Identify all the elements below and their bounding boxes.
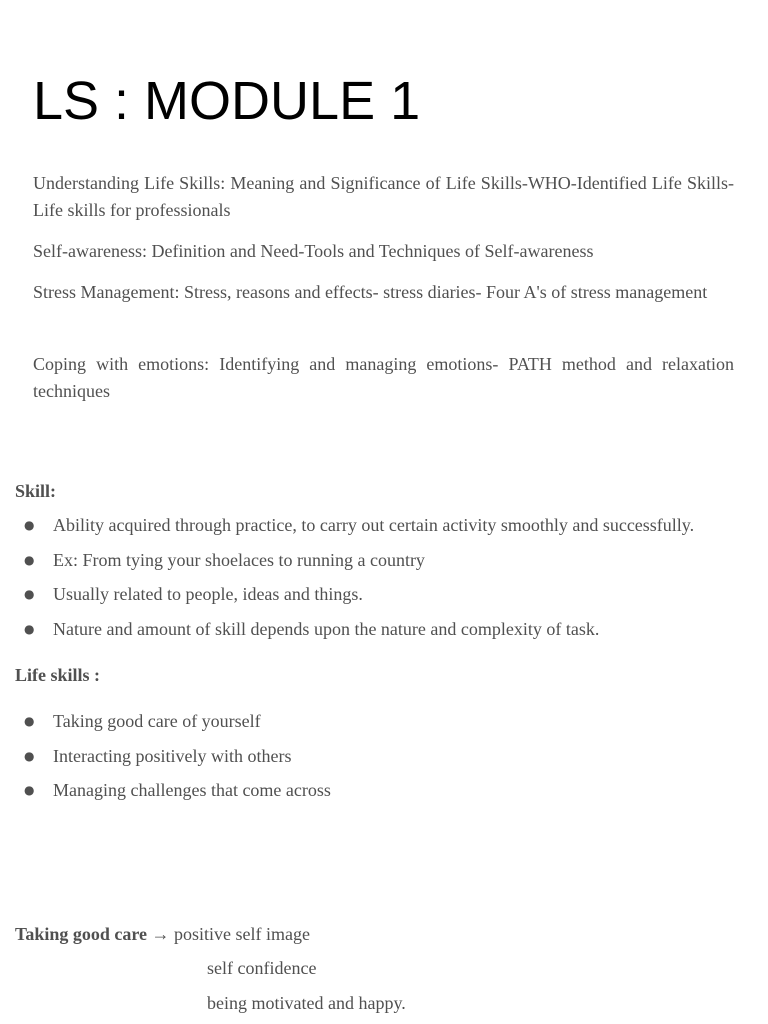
bullet-icon: ● [24,552,35,567]
list-item-text: Managing challenges that come across [53,780,331,800]
taking-care-label: Taking good care [15,924,148,944]
taking-care-outcome: self confidence [207,958,317,978]
bullet-icon: ● [24,748,35,763]
life-skills-heading: Life skills : [15,665,101,685]
bullet-icon: ● [24,587,35,601]
list-item-text: Ex: From tying your shoelaces to running a country [53,549,425,570]
list-item [0,617,768,652]
bullet-icon: ● [24,714,35,728]
list-item-text: Usually related to people, ideas and things. [53,584,363,604]
life-skills-bullet-list [0,709,768,813]
list-item [0,513,768,548]
skill-heading: Skill: [15,481,57,501]
list-item [0,744,768,779]
list-item-text: Interacting positively with others [53,745,292,766]
list-item-text: Taking good care of yourself [53,711,261,731]
page-title: LS : MODULE 1 [33,71,421,131]
list-item-text: Nature and amount of skill depends upon the nature and complexity of task. [53,618,600,639]
list-item [0,709,768,744]
syllabus-item-coping-emotions: Coping with emotions: Identifying and managing emotions- PATH method and relaxation techniques [33,354,734,401]
syllabus-item-self-awareness: Self-awareness: Definition and Need-Tools and Techniques of Self-awareness [33,241,594,261]
list-item [0,548,768,583]
bullet-icon: ● [24,621,35,636]
arrow-icon: → [151,924,170,944]
taking-care-outcome: being motivated and happy. [207,993,406,1013]
taking-care-outcome: positive self image [174,924,310,944]
bullet-icon: ● [24,783,35,797]
bullet-icon: ● [24,518,35,532]
list-item-text: Ability acquired through practice, to carry out certain activity smoothly and successfully. [53,515,695,535]
taking-care-line [15,922,310,946]
syllabus-item-life-skills: Understanding Life Skills: Meaning and Significance of Life Skills-WHO-Identified Life Skills- Life skills for professionals [33,173,734,220]
list-item [0,582,768,617]
skill-bullet-list [0,513,768,651]
list-item [0,778,768,813]
syllabus-item-stress-management: Stress Management: Stress, reasons and effects- stress diaries- Four A's of stress management [33,282,708,302]
